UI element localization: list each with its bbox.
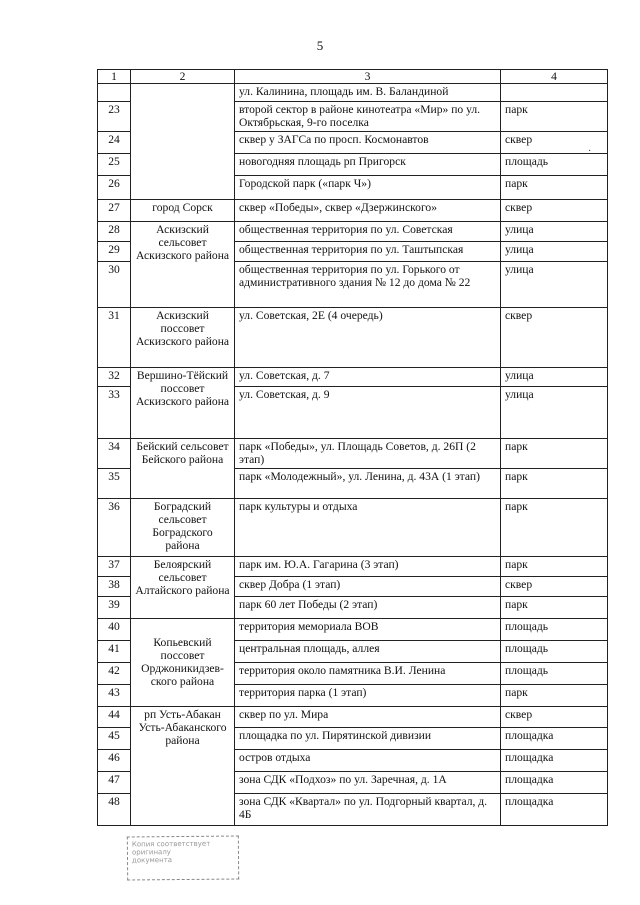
place-cell: общественная территория по ул. Горького от административного здания № 12 до дома № 22	[235, 262, 501, 308]
municipality-cell: Вершино-Тёйский поссовет Аскизского района	[131, 368, 235, 439]
stamp-line: документа	[131, 856, 173, 865]
row-number: 40	[98, 619, 131, 641]
row-number: 42	[98, 663, 131, 685]
place-cell: ул. Калинина, площадь им. В. Баландиной	[235, 84, 501, 102]
type-cell: парк	[501, 685, 608, 707]
table-row	[98, 439, 608, 469]
place-cell: новогодняя площадь рп Пригорск	[235, 154, 501, 176]
place-cell: остров отдыха	[235, 750, 501, 772]
type-cell	[501, 84, 608, 102]
row-number: 29	[98, 242, 131, 262]
place-cell: общественная территория по ул. Таштыпская	[235, 242, 501, 262]
place-cell: ул. Советская, д. 9	[235, 387, 501, 439]
row-number: 38	[98, 577, 131, 597]
table-row	[98, 200, 608, 222]
place-cell: Городской парк («парк Ч»)	[235, 176, 501, 200]
row-number: 34	[98, 439, 131, 469]
header-col-3: 3	[235, 70, 501, 84]
place-cell: ул. Советская, 2Е (4 очередь)	[235, 308, 501, 368]
row-number: 27	[98, 200, 131, 222]
stamp-line: оригиналу	[131, 848, 171, 857]
municipality-cell: город Сорск	[131, 200, 235, 222]
table-row	[98, 499, 608, 557]
row-number: 31	[98, 308, 131, 368]
territories-table	[97, 69, 608, 826]
type-cell: улица	[501, 222, 608, 242]
place-cell: центральная площадь, аллея	[235, 641, 501, 663]
row-number: 23	[98, 102, 131, 132]
stray-mark: ·	[588, 146, 592, 157]
type-cell: площадка	[501, 794, 608, 826]
row-number: 46	[98, 750, 131, 772]
row-number: 48	[98, 794, 131, 826]
municipality-cell: Боградский сельсовет Боградского района	[131, 499, 235, 557]
row-number: 24	[98, 132, 131, 154]
type-cell: парк	[501, 176, 608, 200]
municipality-cell: Белоярский сельсовет Алтайского района	[131, 557, 235, 619]
type-cell: улица	[501, 242, 608, 262]
type-cell: сквер	[501, 308, 608, 368]
type-cell: улица	[501, 262, 608, 308]
row-number: 36	[98, 499, 131, 557]
header-row	[98, 70, 608, 84]
certification-stamp	[127, 836, 239, 881]
row-number: 28	[98, 222, 131, 242]
type-cell: сквер	[501, 200, 608, 222]
table-row	[98, 368, 608, 387]
place-cell: парк «Молодежный», ул. Ленина, д. 43А (1 этап)	[235, 469, 501, 499]
type-cell: парк	[501, 557, 608, 577]
row-number: 43	[98, 685, 131, 707]
place-cell: общественная территория по ул. Советская	[235, 222, 501, 242]
municipality-cell: рп Усть-Абакан Усть-Абаканского района	[131, 707, 235, 826]
table-row	[98, 84, 608, 102]
place-cell: зона СДК «Подхоз» по ул. Заречная, д. 1А	[235, 772, 501, 794]
table-row	[98, 222, 608, 242]
row-number	[98, 84, 131, 102]
type-cell: площадка	[501, 772, 608, 794]
place-cell: сквер «Победы», сквер «Дзержинского»	[235, 200, 501, 222]
place-cell: территория около памятника В.И. Ленина	[235, 663, 501, 685]
place-cell: площадка по ул. Пирятинской дивизии	[235, 728, 501, 750]
type-cell: площадка	[501, 750, 608, 772]
place-cell: территория мемориала ВОВ	[235, 619, 501, 641]
municipality-cell: Аскизский сельсовет Аскизского района	[131, 222, 235, 308]
type-cell: площадь	[501, 663, 608, 685]
type-cell: парк	[501, 439, 608, 469]
type-cell: парк	[501, 499, 608, 557]
place-cell: сквер у ЗАГСа по просп. Космонавтов	[235, 132, 501, 154]
type-cell: сквер	[501, 577, 608, 597]
table-row	[98, 707, 608, 728]
place-cell: зона СДК «Квартал» по ул. Подгорный квартал, д. 4Б	[235, 794, 501, 826]
municipality-cell: Бейский сельсовет Бейского района	[131, 439, 235, 499]
place-cell: территория парка (1 этап)	[235, 685, 501, 707]
type-cell: площадка	[501, 728, 608, 750]
row-number: 25	[98, 154, 131, 176]
place-cell: парк им. Ю.А. Гагарина (3 этап)	[235, 557, 501, 577]
type-cell: площадь	[501, 154, 608, 176]
row-number: 32	[98, 368, 131, 387]
table-row	[98, 619, 608, 641]
header-col-4: 4	[501, 70, 608, 84]
row-number: 35	[98, 469, 131, 499]
place-cell: парк 60 лет Победы (2 этап)	[235, 597, 501, 619]
place-cell: парк культуры и отдыха	[235, 499, 501, 557]
page-number: 5	[316, 38, 324, 53]
type-cell: парк	[501, 469, 608, 499]
header-col-2: 2	[131, 70, 235, 84]
type-cell: площадь	[501, 619, 608, 641]
row-number: 33	[98, 387, 131, 439]
type-cell: улица	[501, 368, 608, 387]
table-row	[98, 557, 608, 577]
header-col-1: 1	[98, 70, 131, 84]
place-cell: сквер по ул. Мира	[235, 707, 501, 728]
type-cell: улица	[501, 387, 608, 439]
row-number: 47	[98, 772, 131, 794]
row-number: 26	[98, 176, 131, 200]
type-cell: сквер	[501, 132, 608, 154]
row-number: 30	[98, 262, 131, 308]
place-cell: парк «Победы», ул. Площадь Советов, д. 26П (2 этап)	[235, 439, 501, 469]
municipality-cell: Копьевский поссовет Орджоникидзев-ского района	[131, 619, 235, 707]
row-number: 45	[98, 728, 131, 750]
stamp-line: Копия соответствует	[131, 839, 211, 849]
table-row	[98, 308, 608, 368]
type-cell: площадь	[501, 641, 608, 663]
place-cell: ул. Советская, д. 7	[235, 368, 501, 387]
row-number: 41	[98, 641, 131, 663]
municipality-cell: Аскизский поссовет Аскизского района	[131, 308, 235, 368]
municipality-cell	[131, 84, 235, 200]
row-number: 44	[98, 707, 131, 728]
type-cell: парк	[501, 102, 608, 132]
row-number: 37	[98, 557, 131, 577]
type-cell: сквер	[501, 707, 608, 728]
place-cell: сквер Добра (1 этап)	[235, 577, 501, 597]
place-cell: второй сектор в районе кинотеатра «Мир» по ул. Октябрьская, 9-го поселка	[235, 102, 501, 132]
type-cell: парк	[501, 597, 608, 619]
row-number: 39	[98, 597, 131, 619]
